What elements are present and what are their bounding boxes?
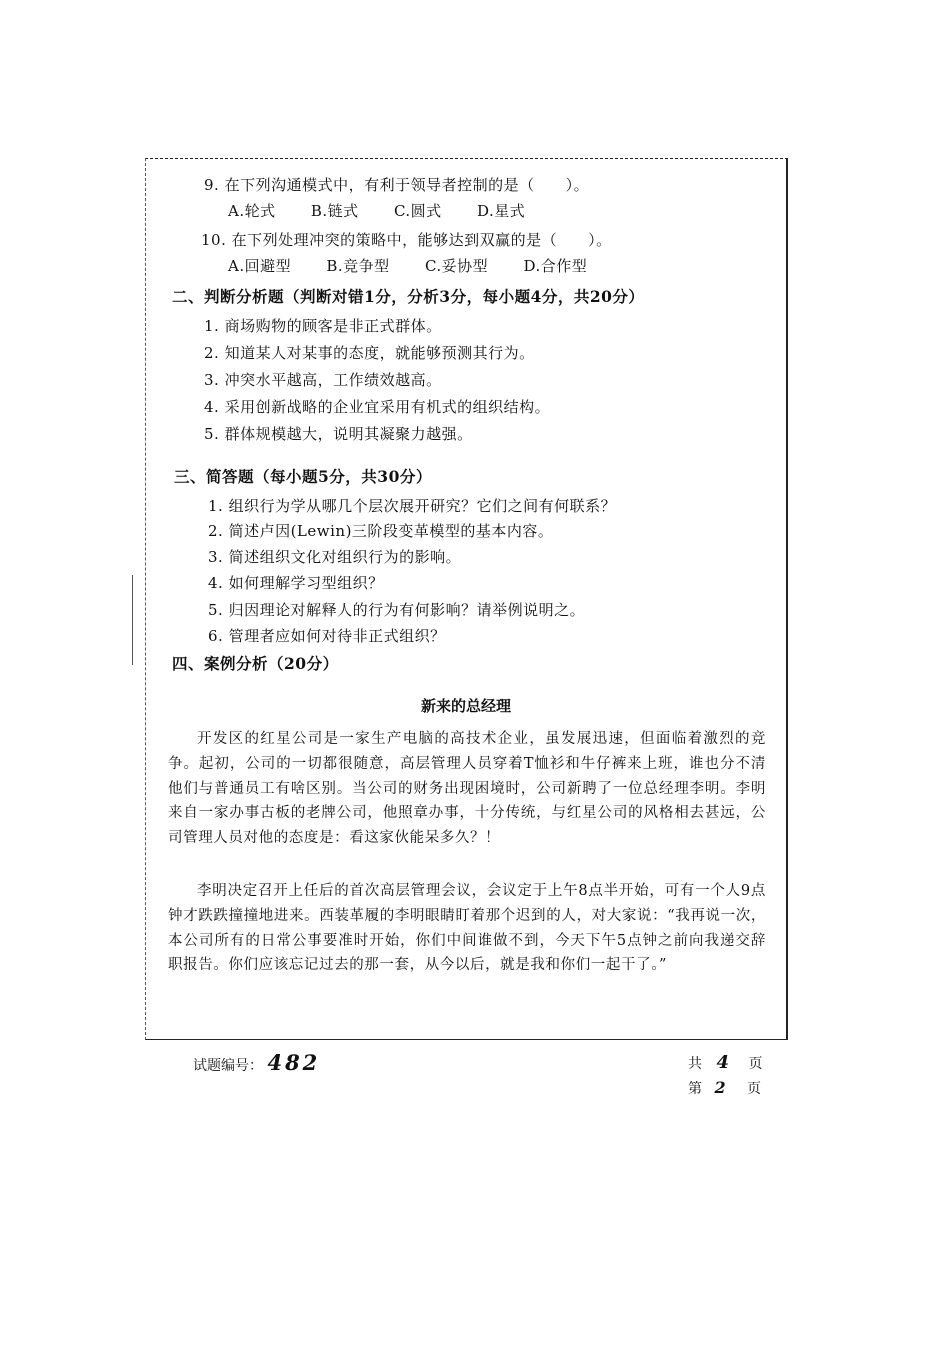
exam-code	[193, 1050, 320, 1075]
option-b: B.链式	[310, 202, 359, 220]
page-suffix: 页	[747, 1081, 762, 1097]
section-3-item: 3. 简述组织文化对组织行为的影响。	[208, 548, 462, 566]
question-9-stem: 9. 在下列沟通模式中，有利于领导者控制的是（ ）。	[204, 176, 590, 194]
section-3-heading: 三、简答题（每小题5分，共30分）	[174, 467, 432, 486]
option-c: C.妥协型	[424, 257, 489, 275]
section-3-item: 2. 简述卢因(Lewin)三阶段变革模型的基本内容。	[208, 522, 554, 540]
section-3-item: 5. 归因理论对解释人的行为有何影响？请举例说明之。	[208, 601, 586, 619]
question-9-options	[228, 201, 555, 221]
section-2-item: 2. 知道某人对某事的态度，就能够预测其行为。	[204, 344, 535, 362]
section-2-item: 1. 商场购物的顾客是非正式群体。	[204, 317, 442, 335]
section-2-item: 3. 冲突水平越高，工作绩效越高。	[204, 371, 442, 389]
section-2-item: 5. 群体规模越大，说明其凝聚力越强。	[204, 425, 473, 443]
question-10-stem: 10. 在下列处理冲突的策略中，能够达到双赢的是（ ）。	[201, 231, 612, 249]
scan-mark	[132, 575, 133, 665]
case-paragraph: 开发区的红星公司是一家生产电脑的高技术企业，虽发展迅速，但面临着激烈的竞争。起初，公司的一切都很随意，高层管理人员穿着T恤衫和牛仔裤来上班，谁也分不清他们与普通员工有啥区别。当公司的财务出现困境时，公司新聘了一位总经理李明。李明来自一家办事古板的老牌公司，他照章办事，十分传统，与红星公司的风格相去甚远，公司管理人员对他的态度是：看这家伙能呆多久？！	[168, 731, 766, 847]
total-prefix: 共	[688, 1056, 702, 1072]
section-3-item: 4. 如何理解学习型组织？	[208, 574, 384, 592]
total-suffix: 页	[748, 1056, 763, 1072]
current-page	[688, 1078, 761, 1098]
option-d: D.星式	[476, 202, 526, 220]
section-2-heading: 二、判断分析题（判断对错1分，分析3分，每小题4分，共20分）	[172, 287, 645, 306]
exam-code-label: 试题编号：	[193, 1058, 263, 1074]
section-4-heading: 四、案例分析（20分）	[172, 654, 339, 673]
section-3-item: 6. 管理者应如何对待非正式组织？	[208, 627, 446, 645]
current-page-value: 2	[714, 1078, 729, 1097]
option-a: A.轮式	[228, 202, 276, 220]
option-b: B.竞争型	[326, 257, 390, 275]
option-d: D.合作型	[523, 257, 588, 275]
total-pages-value: 4	[716, 1052, 732, 1073]
exam-code-value: 482	[267, 1050, 321, 1075]
section-2-item: 4. 采用创新战略的企业宜采用有机式的组织结构。	[204, 398, 551, 416]
total-pages	[688, 1052, 762, 1073]
page-prefix: 第	[688, 1081, 702, 1097]
question-10-options	[228, 256, 617, 276]
option-a: A.回避型	[228, 257, 292, 275]
exam-page-frame	[145, 158, 788, 1040]
case-paragraph: 李明决定召开上任后的首次高层管理会议，会议定于上午8点半开始，可有一个人9点钟才跌跌撞撞地进来。西装革履的李明眼睛盯着那个迟到的人，对大家说：“我再说一次，本公司所有的日常公事要准时开始，你们中间谁做不到，今天下午5点钟之前向我递交辞职报告。你们应该忘记过去的那一套，从今以后，就是我和你们一起干了。”	[168, 883, 766, 974]
option-c: C.圆式	[393, 202, 442, 220]
section-3-item: 1. 组织行为学从哪几个层次展开研究？它们之间有何联系？	[208, 497, 617, 515]
case-title: 新来的总经理	[420, 697, 511, 715]
